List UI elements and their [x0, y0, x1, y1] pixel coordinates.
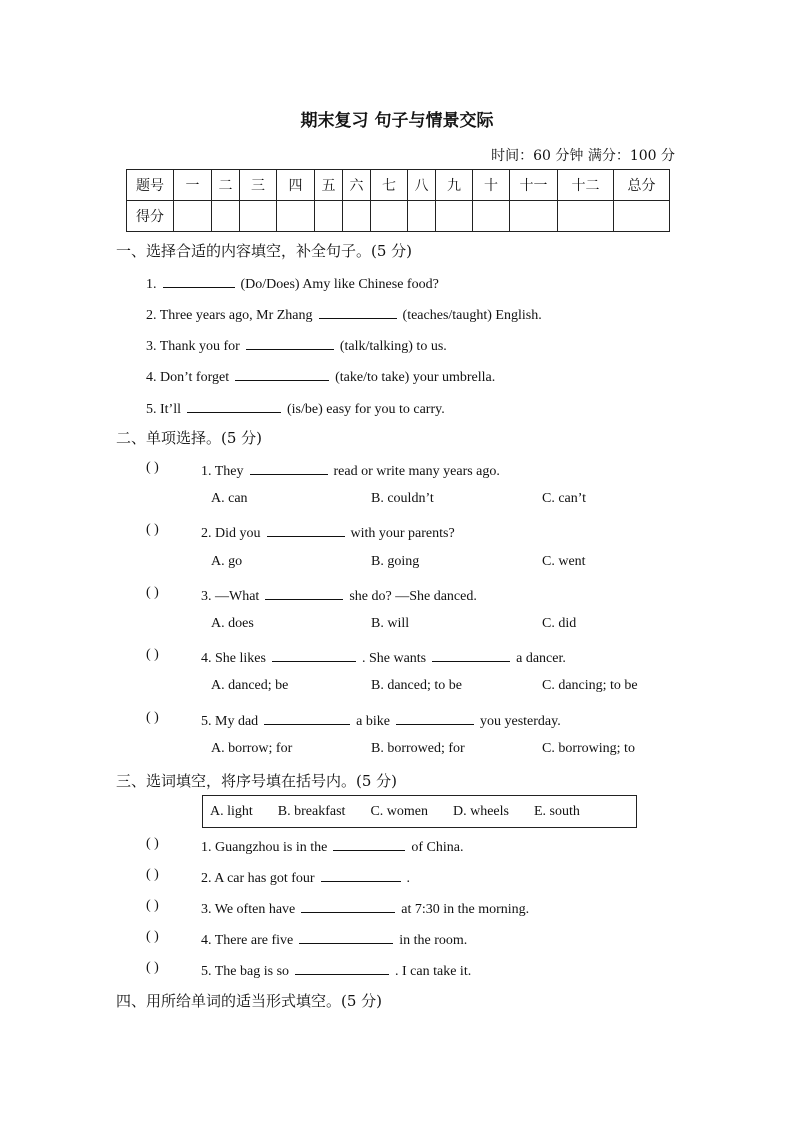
answer-blank[interactable] — [235, 366, 329, 381]
answer-paren[interactable]: ( ) — [146, 960, 159, 975]
score-cell[interactable] — [371, 201, 408, 232]
q-text: 1. They — [201, 464, 244, 479]
word-bank-item: C. women — [370, 803, 428, 819]
answer-blank[interactable] — [301, 898, 395, 913]
q-text: 2. Did you — [201, 526, 261, 541]
header-cell: 七 — [371, 170, 408, 201]
time-info: 时间：60 分钟 满分：100 分 — [491, 148, 675, 164]
header-cell: 十二 — [558, 170, 614, 201]
score-cell[interactable] — [510, 201, 558, 232]
answer-paren[interactable]: ( ) — [146, 710, 159, 725]
q-text: 2. Three years ago, Mr Zhang — [146, 308, 313, 323]
word-bank-box — [202, 795, 637, 828]
s1-question-3 — [146, 335, 447, 355]
s2-question-2 — [201, 522, 455, 542]
answer-paren[interactable]: ( ) — [146, 898, 159, 913]
q-text: 5. The bag is so — [201, 964, 290, 979]
s3-question-4 — [201, 929, 467, 949]
answer-paren[interactable]: ( ) — [146, 867, 159, 882]
score-cell[interactable] — [240, 201, 277, 232]
answer-blank[interactable] — [319, 304, 397, 319]
answer-blank[interactable] — [299, 929, 393, 944]
q-text: 5. My dad — [201, 714, 259, 729]
q-text: 1. — [146, 277, 157, 292]
q-text: a dancer. — [516, 651, 566, 666]
score-cell[interactable] — [558, 201, 614, 232]
option-c[interactable]: C. went — [542, 554, 586, 569]
s2-question-4 — [201, 647, 566, 667]
q-text: . — [406, 871, 411, 886]
header-cell: 八 — [408, 170, 436, 201]
section-3-heading: 三、选词填空，将序号填在括号内。(5 分) — [116, 772, 398, 790]
q-text: of China. — [411, 840, 464, 855]
q-text: you yesterday. — [480, 714, 561, 729]
answer-paren[interactable]: ( ) — [146, 522, 159, 537]
s2-question-1 — [201, 460, 500, 480]
answer-paren[interactable]: ( ) — [146, 585, 159, 600]
answer-paren[interactable]: ( ) — [146, 647, 159, 662]
answer-blank[interactable] — [265, 585, 343, 600]
answer-blank[interactable] — [333, 836, 405, 851]
q-text: (take/to take) your umbrella. — [335, 370, 496, 385]
score-cell[interactable] — [436, 201, 473, 232]
option-c[interactable]: C. did — [542, 616, 577, 631]
option-b[interactable]: B. couldn’t — [371, 491, 434, 506]
page-title: 期末复习 句子与情景交际 — [300, 111, 494, 131]
answer-paren[interactable]: ( ) — [146, 836, 159, 851]
word-bank-item: B. breakfast — [277, 803, 346, 819]
q-text: read or write many years ago. — [333, 464, 500, 479]
q-text: she do? —She danced. — [349, 589, 477, 604]
s3-question-1 — [201, 836, 463, 856]
score-table-header-row — [127, 170, 670, 201]
option-a[interactable]: A. borrow; for — [211, 741, 293, 756]
answer-blank[interactable] — [246, 335, 334, 350]
option-b[interactable]: B. will — [371, 616, 410, 631]
score-cell[interactable] — [614, 201, 670, 232]
score-cell[interactable] — [473, 201, 510, 232]
header-cell: 五 — [315, 170, 343, 201]
q-text: (talk/talking) to us. — [339, 339, 447, 354]
option-c[interactable]: C. borrowing; to — [542, 741, 635, 756]
score-row-label: 得分 — [127, 201, 174, 232]
header-cell: 一 — [174, 170, 212, 201]
q-text: with your parents? — [350, 526, 455, 541]
q-text: . I can take it. — [395, 964, 472, 979]
q-text: at 7:30 in the morning. — [401, 902, 530, 917]
option-c[interactable]: C. can’t — [542, 491, 587, 506]
s1-question-2 — [146, 304, 542, 324]
q-text: 4. Don’t forget — [146, 370, 230, 385]
option-a[interactable]: A. does — [211, 616, 254, 631]
answer-blank[interactable] — [163, 273, 235, 288]
q-text: (Do/Does) Amy like Chinese food? — [240, 277, 439, 292]
header-cell: 二 — [212, 170, 240, 201]
s1-question-4 — [146, 366, 495, 386]
section-1-heading: 一、选择合适的内容填空，补全句子。(5 分) — [116, 242, 413, 260]
score-cell[interactable] — [174, 201, 212, 232]
q-text: 5. It’ll — [146, 402, 181, 417]
s3-question-5 — [201, 960, 471, 980]
header-cell: 题号 — [127, 170, 174, 201]
header-cell: 四 — [277, 170, 315, 201]
q-text: 1. Guangzhou is in the — [201, 840, 328, 855]
header-cell: 九 — [436, 170, 473, 201]
q-text: 3. We often have — [201, 902, 296, 917]
option-b[interactable]: B. going — [371, 554, 420, 569]
word-bank-item: A. light — [210, 803, 253, 819]
q-text: . She wants — [361, 651, 427, 666]
s3-question-3 — [201, 898, 529, 918]
q-text: (teaches/taught) English. — [402, 308, 542, 323]
section-2-heading: 二、单项选择。(5 分) — [116, 429, 263, 447]
s2-question-3 — [201, 585, 477, 605]
q-text: in the room. — [399, 933, 468, 948]
q-text: 4. She likes — [201, 651, 266, 666]
word-bank-item: D. wheels — [453, 803, 509, 819]
q-text: (is/be) easy for you to carry. — [287, 402, 445, 417]
q-text: 2. A car has got four — [201, 871, 315, 886]
answer-blank[interactable] — [432, 647, 510, 662]
section-4-heading: 四、用所给单词的适当形式填空。(5 分) — [116, 992, 383, 1010]
score-table-score-row — [127, 201, 670, 232]
q-text: 3. —What — [201, 589, 260, 604]
q-text: a bike — [356, 714, 390, 729]
option-c[interactable]: C. dancing; to be — [542, 678, 638, 693]
q-text: 4. There are five — [201, 933, 294, 948]
s3-question-2 — [201, 867, 410, 887]
answer-blank[interactable] — [187, 398, 281, 413]
score-table — [126, 169, 670, 232]
s2-question-5 — [201, 710, 561, 730]
answer-blank[interactable] — [267, 522, 345, 537]
answer-paren[interactable]: ( ) — [146, 929, 159, 944]
score-cell[interactable] — [408, 201, 436, 232]
s1-question-1 — [146, 273, 439, 293]
q-text: 3. Thank you for — [146, 339, 240, 354]
option-a[interactable]: A. go — [211, 554, 243, 569]
s1-question-5 — [146, 398, 445, 418]
answer-blank[interactable] — [396, 710, 474, 725]
score-cell[interactable] — [343, 201, 371, 232]
option-b[interactable]: B. danced; to be — [371, 678, 462, 693]
score-cell[interactable] — [212, 201, 240, 232]
answer-blank[interactable] — [250, 460, 328, 475]
answer-blank[interactable] — [264, 710, 350, 725]
answer-blank[interactable] — [295, 960, 389, 975]
answer-blank[interactable] — [272, 647, 356, 662]
score-cell[interactable] — [315, 201, 343, 232]
header-cell: 十一 — [510, 170, 558, 201]
word-bank-item: E. south — [534, 803, 580, 819]
answer-blank[interactable] — [321, 867, 401, 882]
header-cell: 三 — [240, 170, 277, 201]
option-b[interactable]: B. borrowed; for — [371, 741, 465, 756]
option-a[interactable]: A. can — [211, 491, 248, 506]
header-cell: 六 — [343, 170, 371, 201]
option-a[interactable]: A. danced; be — [211, 678, 289, 693]
header-cell: 十 — [473, 170, 510, 201]
score-cell[interactable] — [277, 201, 315, 232]
answer-paren[interactable]: ( ) — [146, 460, 159, 475]
header-cell: 总分 — [614, 170, 670, 201]
